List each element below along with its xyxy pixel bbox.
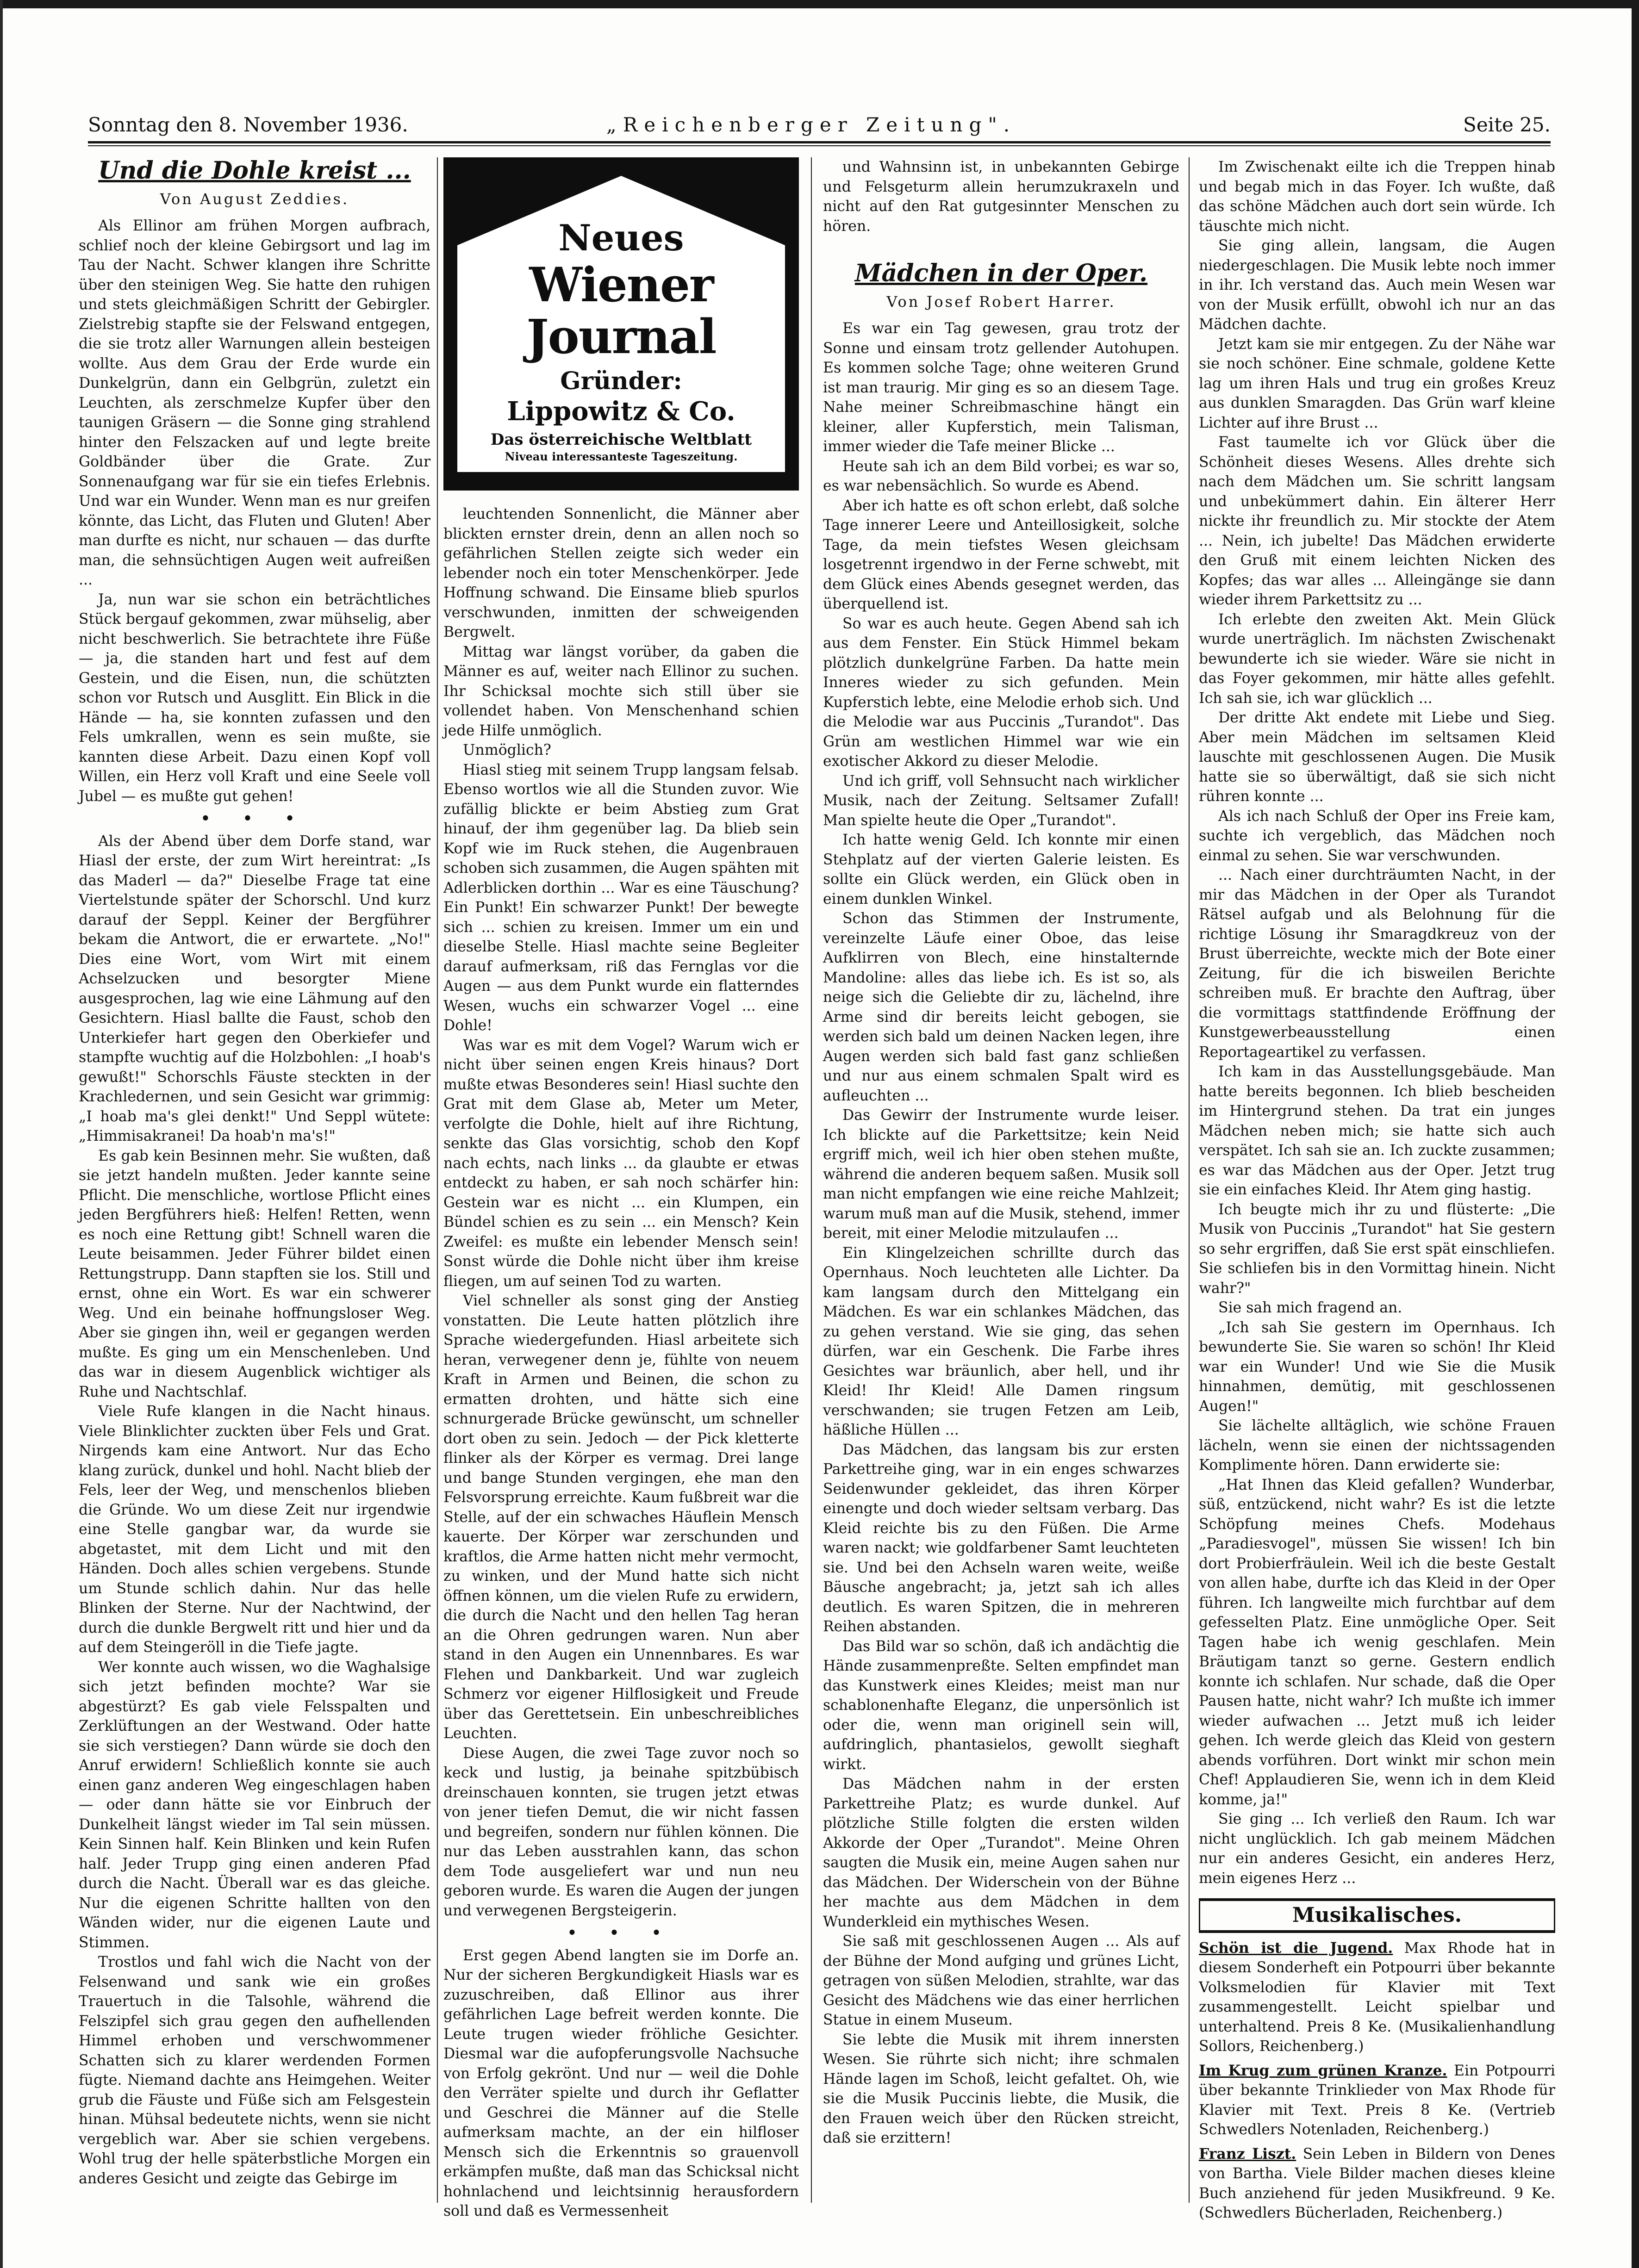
column-1: [79, 157, 430, 2203]
story-title: Und die Dohle kreist ...: [98, 156, 411, 185]
paragraph: Mittag war längst vorüber, da gaben die Männer es auf, weiter nach Ellinor zu suchen. Ihr Schicksal mochte sich still über sie vollendet haben. Von Menschenhand schien jede Hilfe unmöglich.: [443, 643, 799, 739]
column-4: [1199, 157, 1555, 2221]
paragraph: Als ich nach Schluß der Oper ins Freie kam, suchte ich vergeblich, das Mädchen noch einmal zu sehen. Sie war verschwunden.: [1199, 808, 1555, 864]
column-3: [823, 157, 1179, 2203]
paragraph: Als Ellinor am frühen Morgen aufbrach, schlief noch der kleine Gebirgsort und lag im Tau der Nacht. Schwer klangen ihre Schritte über den steinigen Weg. Sie hatte den ruhigen und stets gleichmäßigen Schritt der Gebirgler. Zielstrebig stapfte sie der Felswand entgegen, die sie trotz aller Warnungen allein besteigen wollte. Aus dem Grau der Erde wurde ein Dunkelgrün, dann ein Gelbgrün, zuletzt ein Leuchten, als zerschmelze Kupfer über den taunigen Gräsern — die Sonne ging strahlend hinter den Felszacken auf und legte breite Goldbänder über die Grate. Zur Sonnenaufgang war für sie ein tiefes Erlebnis. Und war ein Wunder. Wenn man es nur greifen könnte, das Licht, das Fluten und Gluten! Aber man durfte es nicht, nur schauen — das durfte man, die sehnsüchtigen Augen weit aufreißen ...: [79, 217, 430, 588]
paragraph: „Hat Ihnen das Kleid gefallen? Wunderbar, süß, entzückend, nicht wahr? Es ist die letzte Schöpfung meines Chefs. Modehaus „Paradiesvogel", müssen Sie wissen! Ich bin dort Probierfräulein. Weil ich die beste Gestalt von allen habe, durfte ich das Kleid in der Oper führen. Ich langweilte mich furchtbar auf dem gefesselten Platz. Eine unmögliche Oper. Seit Tagen habe ich wenig geschlafen. Mein Bräutigam tanzt so gerne. Gestern endlich konnte ich schlafen. Nur schade, daß die Oper Pausen hatte, nicht wahr? Ich mußte ich immer wieder aufwachen ... Jetzt muß ich leider gehen. Ich werde gleich das Kleid von gestern abends vorführen. Dort winkt mir schon mein Chef! Applaudieren Sie, wenn ich in dem Kleid komme, ja!": [1199, 1476, 1555, 1808]
paragraph: Ich kam in das Ausstellungsgebäude. Man hatte bereits begonnen. Ich blieb bescheiden im Hintergrund stehen. Da trat ein junges Mädchen neben mich; sie hatte sich auch verspätet. Ich sah sie an. Ich zuckte zusammen; es war das Mädchen aus der Oper. Jetzt trug sie ein einfaches Kleid. Ihr Atem ging hastig.: [1199, 1063, 1555, 1198]
paragraph: Schon das Stimmen der Instrumente, vereinzelte Läufe einer Oboe, das leise Aufklirren von Blech, eine hinstalternde Mandoline: alles das liebe ich. Es ist so, als neige sich die Geliebte dir zu, lächelnd, ihre Arme sind dir bereits leicht gebogen, sie werden sich bald um deinen Nacken legen, ihre Augen werden sich bald fast ganz schließen und nur aus einem schmalen Spalt wird es aufleuchten ...: [823, 910, 1179, 1104]
column-divider: [437, 157, 438, 2203]
paragraph: So war es auch heute. Gegen Abend sah ich aus dem Fenster. Ein Stück Himmel bekam plötzlich dunkelgrüne Farben. Da hatte mein Inneres wieder zu sich gefunden. Mein Kupferstich lebte, eine Melodie erhob sich. Und die Melodie war aus Puccinis „Turandot". Das Grün am westlichen Himmel war wie ein exotischer Akkord zu dieser Melodie.: [823, 615, 1179, 770]
paragraph: Sie lächelte alltäglich, wie schöne Frauen lächeln, wenn sie einen der nichtssagenden Komplimente hören. Dann erwiderte sie:: [1199, 1417, 1555, 1473]
paragraph: Wer konnte auch wissen, wo die Waghalsige sich jetzt befinden mochte? War sie abgestürzt? Es gab viele Felsspalten und Zerklüftungen an der Westwand. Oder hatte sie sich verstiegen? Dann würde sie doch den Anruf erwidern! Schließlich konnte sie auch einen ganz anderen Weg eingeschlagen haben — oder dann hätte sie vor Einbruch der Dunkelheit längst wieder im Tal sein müssen. Kein Sinnen half. Kein Blinken und kein Rufen half. Jeder Trupp ging einen anderen Pfad durch die Nacht. Überall war es das gleiche. Nur die eigenen Schritte hallten von den Wänden wider, nur die eigenen Laute und Stimmen.: [79, 1659, 430, 1951]
header-paper-name: „Reichenberger Zeitung".: [606, 113, 1016, 136]
paragraph: Erst gegen Abend langten sie im Dorfe an. Nur der sicheren Bergkundigkeit Hiasls war es zuzuschreiben, daß Ellinor aus ihrer gefährlichen Lage befreit werden konnte. Die Leute trugen wieder fröhliche Gesichter. Diesmal war die aufopferungsvolle Nachsuche von Erfolg gekrönt. Und nur — weil die Dohle den Verräter spielte und durch ihr Geflatter und Geschrei die Männer auf die Stelle aufmerksam machte, an der ein hilfloser Mensch sich die Erkenntnis so grauenvoll erkämpfen mußte, daß man das Schicksal nicht hohnlachend und leichtsinnig herausfordern soll und daß es Vermessenheit: [443, 1947, 799, 2219]
paragraph: Das Mädchen nahm in der ersten Parkettreihe Platz; es wurde dunkel. Auf plötzliche Stille folgten die ersten wilden Akkorde der Oper „Turandot". Meine Ohren saugten die Musik ein, meine Augen sahen nur das Mädchen. Der Widerschein von der Bühne her machte aus dem Mädchen in dem Wunderkleid ein mythisches Wesen.: [823, 1776, 1179, 1930]
story-title: Mädchen in der Oper.: [854, 259, 1148, 287]
ad-title-main: Wiener Journal: [526, 257, 716, 365]
paragraph: Trostlos und fahl wich die Nacht von der Felsenwand und sank wie ein großes Trauertuch in die Talsohle, während die Felszipfel sich grau gegen den aufhellenden Himmel erhoben und verschwommener Schatten sich zu klarer werdenden Formen fügte. Niemand dachte ans Heimgehen. Weiter grub die Fäuste und Füße sich am Felsgestein hinan. Mühsal bedeutete nichts, wenn sie nicht vergeblich war. Aber sie schien vergebens. Wohl trug der helle späterbstliche Morgen ein anderes Gesicht und zeigte das Gebirge im: [79, 1954, 430, 2187]
ad-title-neues: Neues: [558, 217, 684, 259]
paragraph: Sie saß mit geschlossenen Augen ... Als auf der Bühne der Mond aufging und grünes Licht, getragen von süßen Melodien, strahlte, war das Gesicht des Mädchens wie das einer herrlichen Statue in einem Museum.: [823, 1933, 1179, 2028]
paragraph: Ein Klingelzeichen schrillte durch das Opernhaus. Noch leuchteten alle Lichter. Da kam langsam durch den Mittelgang ein Mädchen. Es war ein schlankes Mädchen, das zu gehen verstand. Wie sie ging, das sehen dürfen, war ein Geschenk. Die Farbe ihres Gesichtes war bräunlich, aber hell, und ihr Kleid! Ihr Kleid! Alle Damen ringsum verschwanden; sie trugen Fetzen am Leib, häßliche Hüllen ...: [823, 1244, 1179, 1438]
paragraph: Und ich griff, voll Sehnsucht nach wirklicher Musik, nach der Zeitung. Seltsamer Zufall! Man spielte heute die Oper „Turandot".: [823, 772, 1179, 829]
paragraph: Ich hatte wenig Geld. Ich konnte mir einen Stehplatz auf der vierten Galerie leisten. Es sollte ein Glück werden, ein Glück oben in einem dunklen Winkel.: [823, 832, 1179, 907]
story-byline: Von Josef Robert Harrer.: [886, 292, 1116, 311]
section-separator: • • •: [567, 1924, 675, 1941]
music-item: [1199, 2061, 1555, 2140]
music-item: [1199, 2144, 1555, 2223]
section-separator: • • •: [200, 810, 309, 827]
paragraph: Ich erlebte den zweiten Akt. Mein Glück wurde unerträglich. Im nächsten Zwischenakt bewunderte ich sie wieder. Wäre sie nicht in das Foyer gekommen, mir hätte alles gefehlt. Ich sah sie, ich war glücklich ...: [1199, 611, 1555, 707]
music-item-text: Max Rhode hat in diesem Sonderheft ein Potpourri über bekannte Volksmelodien für Klavier mit Text zusammengestellt. Leicht spielbar und unterhaltend. Preis 8 Ke. (Musikalienhandlung Sollors, Reichenberg.): [1199, 1939, 1555, 2055]
music-item-title: Im Krug zum grünen Kranze.: [1199, 2062, 1447, 2079]
music-item-title: Franz Liszt.: [1199, 2145, 1296, 2162]
paragraph: Das Gewirr der Instrumente wurde leiser. Ich blickte auf die Parkettsitze; kein Neid ergriff mich, weil ich hier oben stehen mußte, während die anderen bequem saßen. Musik soll man nicht empfangen wie eine reiche Mahlzeit; warum muß man auf die Musik, stehend, immer bereit, mit einer Melodie mitzulaufen ...: [823, 1107, 1179, 1242]
paragraph: und Wahnsinn ist, in unbekannten Gebirge und Felsgeturm allein herumzukraxeln und nicht auf den Rat gutgesinnter Menschen zu hören.: [823, 159, 1179, 235]
paragraph: leuchtenden Sonnenlicht, die Männer aber blickten ernster drein, denn an allen noch so gefährlichen Stellen zeigte sich weder ein lebender noch ein toter Menschenkörper. Jede Hoffnung schwand. Die Einsame blieb spurlos verschwunden, inmitten der schweigenden Bergwelt.: [443, 506, 799, 640]
story-byline: Von August Zeddies.: [160, 190, 349, 208]
paragraph: Fast taumelte ich vor Glück über die Schönheit dieses Wesens. Alles drehte sich nach dem Mädchen um. Sie schritt langsam und unbekümmert dahin. Ein älterer Herr nickte ihr freundlich zu. Mir stockte der Atem ... Nein, ich jubelte! Das Mädchen erwiderte den Gruß mit einem leichten Nicken des Kopfes; das war alles ... Alleingänge sie dann wieder ihrem Parkettsitz zu ...: [1199, 434, 1555, 608]
paragraph: Ja, nun war sie schon ein beträchtliches Stück bergauf gekommen, zwar mühselig, aber nicht beschwerlich. Sie betrachtete ihre Füße — ja, die standen hart und fest auf dem Gestein, und die Eisen, nun, die schützten schon vor Rutsch und Ausglitt. Ein Blick in die Hände — ha, sie konnten zufassen und den Fels umkrallen, wenn es sein mußte, sie kannten diese Arbeit. Dazu einen Kopf voll Willen, ein Herz voll Kraft und eine Seele voll Jubel — es mußte gut gehen!: [79, 591, 430, 805]
paragraph: Ich beugte mich ihr zu und flüsterte: „Die Musik von Puccinis „Turandot" hat Sie gestern so sehr ergriffen, daß Sie erst spät einschliefen. Sie schliefen bis in den Vormittag hinein. Nicht wahr?": [1199, 1201, 1555, 1297]
paragraph: Unmöglich?: [463, 742, 551, 758]
paragraph: Der dritte Akt endete mit Liebe und Sieg. Aber mein Mädchen im seltsamen Kleid lauschte mit geschlossenen Augen. Die Musik hatte sie so überwältigt, daß sie sich nicht rühren konnte ...: [1199, 709, 1555, 805]
paragraph: Im Zwischenakt eilte ich die Treppen hinab und begab mich in das Foyer. Ich wußte, daß das schöne Mädchen auch dort sein würde. Ich täuschte mich nicht.: [1199, 159, 1555, 235]
header-date: Sonntag den 8. November 1936.: [88, 113, 408, 136]
ad-slogan: Das österreichische Weltblatt: [490, 430, 752, 449]
ad-founder-label: Gründer:: [560, 367, 682, 395]
paragraph: Sie ging ... Ich verließ den Raum. Ich war nicht unglücklich. Ich gab meinem Mädchen nur ein anderes Gesicht, ein anderes Herz, mein eigenes Herz ...: [1199, 1811, 1555, 1887]
column-2: [443, 157, 799, 2219]
scan-edge-left: [0, 0, 3, 2268]
scan-edge-right: [1632, 0, 1639, 2268]
scan-edge-top: [0, 0, 1639, 8]
paragraph: Als der Abend über dem Dorfe stand, war Hiasl der erste, der zum Wirt hereintrat: „Is das Maderl — da?" Dieselbe Frage tat eine Viertelstunde später der Schorschl. Und kurz darauf der Seppl. Keiner der Bergführer bekam die Antwort, die er erwartete. „No!" Dies eine Wort, vom Wirt mit einem Achselzucken und besorgter Miene ausgesprochen, lag wie eine Lähmung auf den Gesichtern. Hiasl ballte die Faust, schob den Unterkiefer hart gegen den Oberkiefer und stampfte wuchtig auf die Holzbohlen: „I hoab's gewußt!" Schorschls Fäuste steckten in der Krachledernen, und sein Gesicht war grimmig: „I hoab ma's glei denkt!" Und Seppl wütete: „Himmisakranei! Da hoab'n ma's!": [79, 833, 430, 1144]
page-header: [88, 111, 1551, 139]
paragraph: Es gab kein Besinnen mehr. Sie wußten, daß sie jetzt handeln mußten. Jeder kannte seine Pflicht. Die menschliche, wortlose Pflicht eines jeden Bergführers hieß: Helfen! Retten, wenn es noch eine Rettung gibt! Schnell waren die Leute beisammen. Jeder Führer bildet einen Rettungstrupp. Dann stapften sie los. Still und ernst, ohne ein Wort. Es war ein schwerer Weg. Und ein beinahe hoffnungsloser Weg. Aber sie gingen ihn, weil er gegangen werden mußte. Es ging um ein Menschenleben. Und das war in diesem Augenblick wichtiger als Ruhe und Nachtschlaf.: [79, 1147, 430, 1400]
ad-tagline: Niveau interessanteste Tageszeitung.: [505, 450, 738, 463]
paragraph: Es war ein Tag gewesen, grau trotz der Sonne und einsam trotz gellender Autohupen. Es kommen solche Tage; ohne weiteren Grund ist man traurig. Mir ging es so an diesem Tage. Nahe meiner Schreibmaschine hängt ein kleiner, aller Kupferstich, mein Talisman, immer wieder die Tafe meiner Blicke ...: [823, 320, 1179, 455]
header-page-number: Seite 25.: [1463, 113, 1551, 136]
paragraph: „Ich sah Sie gestern im Opernhaus. Ich bewunderte Sie. Sie waren so schön! Ihr Kleid war ein Wunder! Und wie Sie die Musik hinnahmen, demütig, mit geschlossenen Augen!": [1199, 1319, 1555, 1415]
column-divider: [811, 157, 812, 2203]
paragraph: Hiasl stieg mit seinem Trupp langsam felsab. Ebenso wortlos wie all die Stunden zuvor. Wie zufällig blickte er beim Abstieg zum Grat hinauf, der ihm gegenüber lag. Da blieb sein Kopf wie im Ruck stehen, die Augenbrauen schoben sich zusammen, die Augen spähten mit Adlerblicken dorthin ... War es eine Täuschung? Ein Punkt! Ein schwarzer Punkt! Der bewegte sich ... schien zu kreisen. Immer um ein und dieselbe Stelle. Hiasl machte seine Begleiter darauf aufmerksam, riß das Fernglas vor die Augen — aus dem Punkt wurde ein flatterndes Wesen, wuchs ein schwarzer Vogel ... eine Dohle!: [443, 761, 799, 1034]
advertisement-wiener-journal: [443, 157, 799, 491]
paragraph: Viel schneller als sonst ging der Anstieg vonstatten. Die Leute hatten plötzlich ihre Sprache wiedergefunden. Hiasl arbeitete sich heran, verwegener denn je, fühlte von neuem Kraft in Armen und Beinen, die schon zu ermatten drohten, und hätte sich eine schnurgerade Brücke gewünscht, um schneller dort oben zu sein. Jedoch — der Pick kletterte flinker als der Körper es vermag. Drei lange und bange Stunden vergingen, ehe man den Felsvorsprung erreichte. Kaum fußbreit war die Stelle, auf der ein schwaches Häuflein Mensch kauerte. Der Körper war zerschunden und kraftlos, die Arme hatten nicht mehr vermocht, zu winken, und der Mund hatte sich nicht öffnen können, um die vielen Rufe zu erwidern, die durch die Nacht und den hellen Tag heran an die Ohren gedrungen waren. Nun aber stand in den Augen ein Unnennbares. Es war Flehen und Dankbarkeit. Und war zugleich Schmerz vor eigener Hilflosigkeit und Freude über das Gerettetsein. Ein unbeschreibliches Leuchten.: [443, 1292, 799, 1742]
paragraph: Aber ich hatte es oft schon erlebt, daß solche Tage innerer Leere und Anteillosigkeit, solche Tage, da mein tiefstes Wesen gleichsam losgetrennt irgendwo in der Ferne schwebt, mit dem Glück eines Abends gesegnet werden, das überquellend ist.: [823, 497, 1179, 612]
paragraph: Viele Rufe klangen in die Nacht hinaus. Viele Blinklichter zuckten über Fels und Grat. Nirgends kam eine Antwort. Nur das Echo klang zurück, dunkel und hohl. Nacht blieb der Fels, leer der Weg, und menschenlos blieben die Gründe. Wo um diese Zeit nur irgendwie eine Stelle gangbar war, da wurde sie abgetastet, mit dem Licht und mit den Händen. Doch alles schien vergebens. Stunde um Stunde schlich dahin. Nur das helle Blinken der Sterne. Nur der Nachtwind, der durch die dunkle Bergwelt ritt und hier und da auf dem Steingeröll in die Tiefe jagte.: [79, 1403, 430, 1656]
music-item: [1199, 1939, 1555, 2057]
music-item-text: Ein Potpourri über bekannte Trinklieder von Max Rhode für Klavier mit Text. Preis 8 Ke. (Vertrieb Schwedlers Notenladen, Reichenberg.): [1199, 2062, 1555, 2138]
music-item-title: Schön ist die Jugend.: [1199, 1939, 1393, 1957]
column-divider: [1189, 157, 1190, 2203]
music-item-text: Sein Leben in Bildern von Denes von Bartha. Viele Bilder machen dieses kleine Buch anziehend für jeden Musikfreund. 9 Ke. (Schwedlers Bücherladen, Reichenberg.): [1199, 2145, 1555, 2221]
paragraph: Sie lebte die Musik mit ihrem innersten Wesen. Sie rührte sich nicht; ihre schmalen Hände lagen im Schoß, leicht gefaltet. Oh, wie sie die Musik Puccinis liebte, die Musik, die den Frauen weich über den Rücken streicht, daß sie erzittern!: [823, 2031, 1179, 2146]
ad-founder-name: Lippowitz & Co.: [507, 396, 735, 427]
paragraph: Sie ging allein, langsam, die Augen niedergeschlagen. Die Musik lebte noch immer in ihr. Ich verstand das. Auch mein Wesen war von der Musik erfüllt, obwohl ich nur an das Mädchen dachte.: [1199, 237, 1555, 333]
paragraph: ... Nach einer durchträumten Nacht, in der mir das Mädchen in der Oper als Turandot Rätsel aufgab und als Belohnung für die richtige Lösung ihr Smaragdkreuz von der Brust überreichte, weckte mich der Bote einer Zeitung, für die ich bisweilen Berichte schreiben muß. Er brachte den Auftrag, über die vormittags stattfindende Eröffnung der Kunstgewerbeausstellung einen Reportageartikel zu verfassen.: [1199, 867, 1555, 1061]
paragraph: Sie sah mich fragend an.: [1218, 1299, 1402, 1316]
paragraph: Was war es mit dem Vogel? Warum wich er nicht über seinen engen Kreis hinaus? Dort mußte etwas Besonderes sein! Hiasl suchte den Grat mit dem Glase ab, Meter um Meter, verfolgte die Dohle, hielt auf ihre Richtung, senkte das Glas vorsichtig, schob den Kopf nach echts, nach links ... da glaubte er etwas entdeckt zu haben, er sah noch schärfer hin: Gestein war es nicht ... ein Klumpen, ein Bündel schien es zu sein ... ein Mensch? Kein Zweifel: es mußte ein lebender Mensch sein! Sonst würde die Dohle nicht über ihm kreise fliegen, um auf seinen Tod zu warten.: [443, 1037, 799, 1290]
paragraph: Jetzt kam sie mir entgegen. Zu der Nähe war sie noch schöner. Eine schmale, goldene Kette lag um ihren Hals und trug ein großes Kreuz aus dunklen Smaragden. Das Grün warf kleine Lichter auf ihre Brust ...: [1199, 336, 1555, 431]
paragraph: Das Mädchen, das langsam bis zur ersten Parkettreihe ging, war in ein enges schwarzes Seidenwunder gekleidet, das ihren Körper einengte und doch wieder seltsam verbarg. Das Kleid reichte bis zu den Füßen. Die Arme waren nackt; wie goldfarbener Samt leuchteten sie. Und bei den Achseln waren weite, weiße Bäusche angebracht; ja, jetzt sah ich alles deutlich. Es waren Spitzen, die in mehreren Reihen abstanden.: [823, 1441, 1179, 1635]
music-section: [1199, 1939, 1555, 2223]
header-rule-thin: [88, 145, 1551, 146]
paragraph: Diese Augen, die zwei Tage zuvor noch so keck und lustig, ja beinahe spitzbübisch dreinschauen konnten, sie trugen jetzt etwas von jener tiefen Demut, die wir nicht fassen und begreifen, sondern nur fühlen können. Die nur das Leben ausstrahlen kann, das schon dem Tode ausgeliefert war und nun neu geboren wurde. Es waren die Augen der jungen und verwegenen Bergsteigerin.: [443, 1745, 799, 1919]
music-section-title: Musikalisches.: [1199, 1898, 1555, 1933]
paragraph: Heute sah ich an dem Bild vorbei; es war so, es war nebensächlich. So wurde es Abend.: [823, 458, 1179, 494]
paragraph: Das Bild war so schön, daß ich andächtig die Hände zusammenpreßte. Selten empfindet man das Kunstwerk eines Kleides; meist man nur schablonenhafte Eleganz, die unpersönlich ist oder die, wenn man originell sein will, aufdringlich, phantasielos, gewollt sieghaft wirkt.: [823, 1638, 1179, 1773]
header-rule: [88, 141, 1551, 143]
